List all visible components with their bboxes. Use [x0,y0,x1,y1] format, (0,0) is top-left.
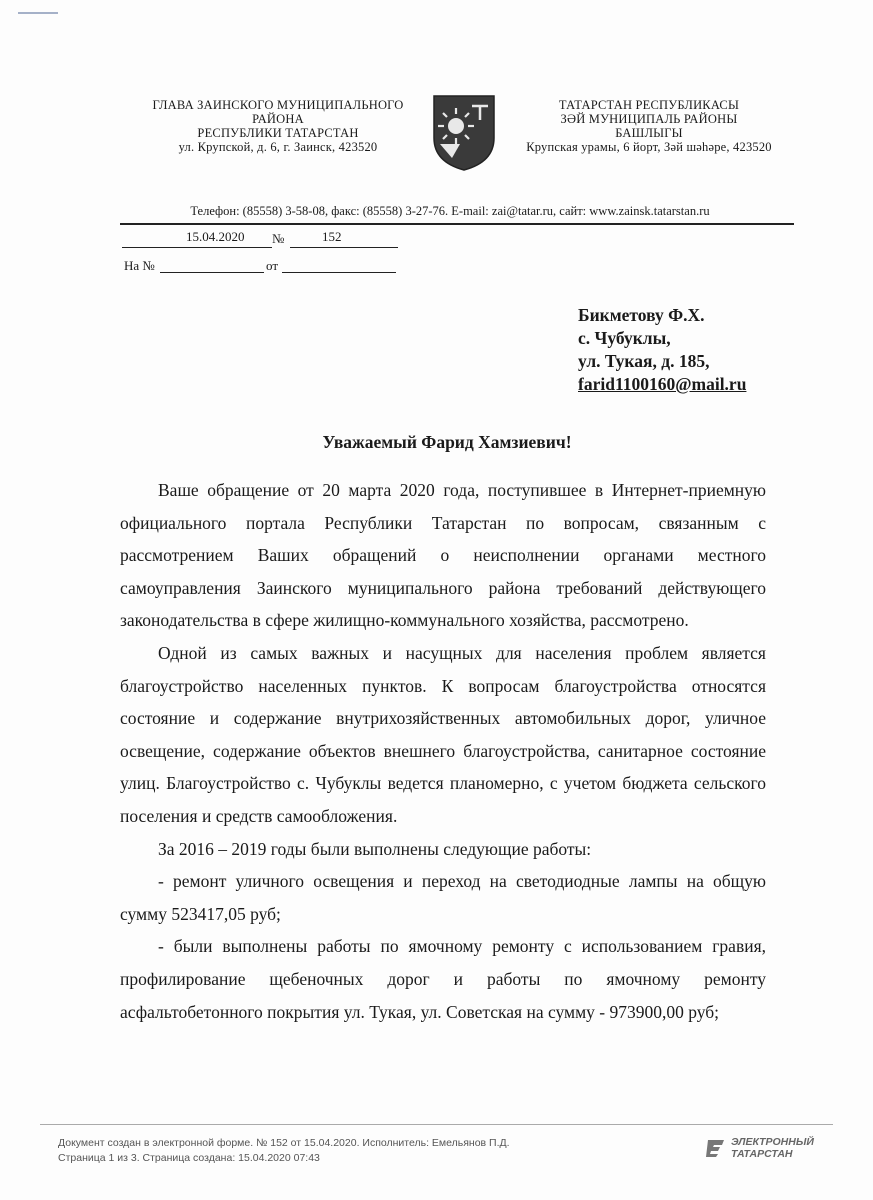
electronic-tatarstan-logo [705,1136,814,1160]
electronic-tatarstan-logo-icon [705,1137,727,1159]
footer-page-info: Страница 1 из 3. Страница создана: 15.04.2020 07:43 [58,1152,320,1164]
letterhead-left-address: ул. Крупской, д. 6, г. Заинск, 423520 [178,140,378,154]
letterhead-right-line2: ЗӘЙ МУНИЦИПАЛЬ РАЙОНЫ [560,112,738,126]
number-underline [290,229,398,248]
addressee-block [578,304,746,396]
letterhead-left-line2: РАЙОНА [252,112,304,126]
paragraph: Одной из самых важных и насущных для населения проблем является благоустройство населенных пунктов. К вопросам благоустройства относятся состояние и содержание внутрихозяйственных автомобильных дорог, уличное освещение, содержание объектов внешнего благоустройства, санитарное состояние улиц. Благоустройство с. Чубуклы ведется планомерно, с учетом бюджета сельского поселения и средств самообложения. [120,642,766,826]
logo-line2: ТАТАРСТАН [731,1148,793,1160]
letterhead-right [508,98,790,154]
paragraph: - были выполнены работы по ямочному ремонту с использованием гравия, профилирование щебеночных дорог и работы по ямочному ремонту асфальтобетонного покрытия ул. Тукая, ул. Советская на сумму - 973900,00 руб; [120,936,766,1022]
footer-divider [40,1124,833,1125]
letter-body [120,474,766,1028]
letterhead-left-line1: ГЛАВА ЗАИНСКОГО МУНИЦИПАЛЬНОГО [152,98,404,112]
reply-number-underline [160,258,264,273]
logo-line1: ЭЛЕКТРОННЫЙ [731,1136,814,1148]
reply-prefix: На № [124,258,155,273]
letterhead-right-address: Крупская урамы, 6 йорт, Зәй шәһәре, 423520 [526,140,772,154]
document-number: 152 [322,229,342,244]
letterhead-divider [120,223,794,225]
letterhead-left-line3: РЕСПУБЛИКИ ТАТАРСТАН [197,126,359,140]
letterhead-right-line1: ТАТАРСТАН РЕСПУБЛИКАСЫ [558,98,740,112]
letterhead-left [128,98,428,154]
paragraph: - ремонт уличного освещения и переход на светодиодные лампы на общую сумму 523417,05 руб; [120,871,766,924]
document-date: 15.04.2020 [186,229,245,244]
salutation: Уважаемый Фарид Хамзиевич! [322,432,572,452]
footer [58,1136,510,1166]
addressee-name: Бикметову Ф.Х. [578,305,705,325]
scan-mark [18,12,58,14]
footer-document-info: Документ создан в электронной форме. № 152 от 15.04.2020. Исполнитель: Емельянов П.Д. [58,1137,510,1149]
number-sign: № [272,231,285,246]
contacts-line: Телефон: (85558) 3-58-08, факс: (85558) 3-27-76. E-mail: zai@tatar.ru, сайт: www.zainsk.tatarstan.ru [190,204,710,218]
reply-date-underline [282,258,396,273]
paragraph: Ваше обращение от 20 марта 2020 года, поступившее в Интернет-приемную официального портала Республики Татарстан по вопросам, связанным с рассмотрением Ваших обращений о неисполнении органами местного самоуправления Заинского муниципального района требований действующего законодательства в сфере жилищно-коммунального хозяйства, рассмотрено. [120,480,766,631]
reply-from-label: от [266,258,279,273]
paragraph: За 2016 – 2019 годы были выполнены следующие работы: [158,838,592,859]
zainsk-coat-of-arms-icon [430,92,498,172]
addressee-street: ул. Тукая, д. 185, [578,351,710,371]
addressee-email: farid1100160@mail.ru [578,374,747,394]
addressee-village: с. Чубуклы, [578,328,671,348]
letterhead-right-line3: БАШЛЫГЫ [615,126,683,140]
